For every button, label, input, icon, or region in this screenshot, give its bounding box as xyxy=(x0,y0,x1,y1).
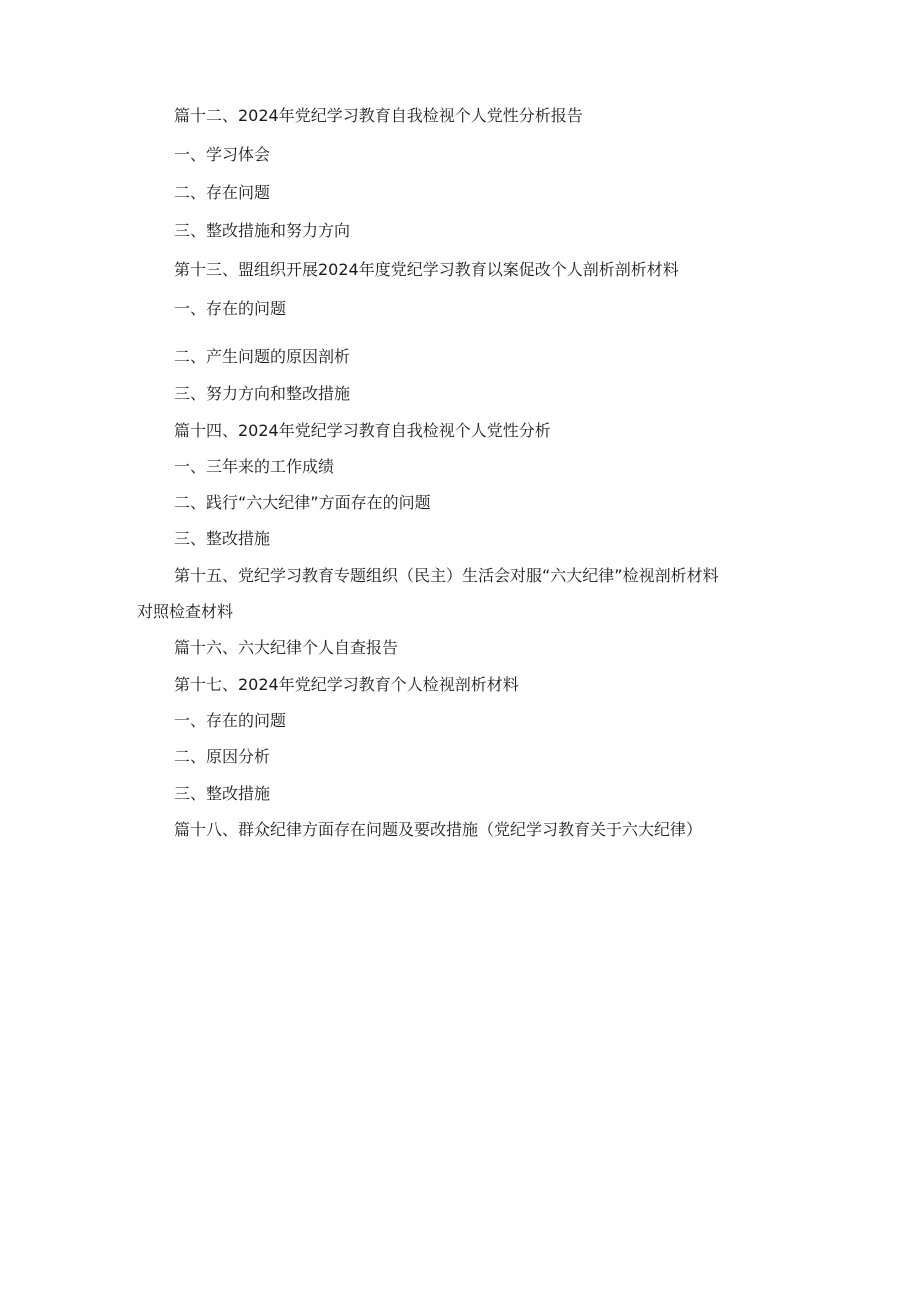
toc-entry-chapter-18: 篇十八、群众纪律方面存在问题及要改措施（党纪学习教育关于六大纪律） xyxy=(174,820,703,839)
toc-subitem: 一、三年来的工作成绩 xyxy=(174,457,335,476)
toc-subitem: 二、存在问题 xyxy=(174,183,271,202)
toc-entry-chapter-12: 篇十二、2024年党纪学习教育自我检视个人党性分析报告 xyxy=(174,106,583,125)
toc-entry-chapter-16: 篇十六、六大纪律个人自查报告 xyxy=(174,638,399,657)
toc-entry-chapter-13: 第十三、盟组织开展2024年度党纪学习教育以案促改个人剖析剖析材料 xyxy=(174,260,679,279)
toc-subitem: 三、整改措施 xyxy=(174,784,271,803)
toc-subitem: 二、原因分析 xyxy=(174,747,271,766)
toc-subitem: 一、存在的问题 xyxy=(174,711,287,730)
toc-entry-chapter-17: 第十七、2024年党纪学习教育个人检视剖析材料 xyxy=(174,675,519,694)
toc-subitem: 二、产生问题的原因剖析 xyxy=(174,347,351,366)
toc-entry-chapter-14: 篇十四、2024年党纪学习教育自我检视个人党性分析 xyxy=(174,421,551,440)
toc-subitem: 二、践行“六大纪律”方面存在的问题 xyxy=(174,493,431,512)
toc-subitem: 三、努力方向和整改措施 xyxy=(174,384,351,403)
toc-subitem: 一、存在的问题 xyxy=(174,299,287,318)
toc-subitem: 三、整改措施和努力方向 xyxy=(174,221,351,240)
toc-entry-chapter-15: 第十五、党纪学习教育专题组织（民主）生活会对服“六大纪律”检视剖析材料 xyxy=(174,566,719,585)
toc-subitem: 一、学习体会 xyxy=(174,145,271,164)
toc-entry-chapter-15-continued: 对照检查材料 xyxy=(137,602,234,621)
toc-subitem: 三、整改措施 xyxy=(174,529,271,548)
